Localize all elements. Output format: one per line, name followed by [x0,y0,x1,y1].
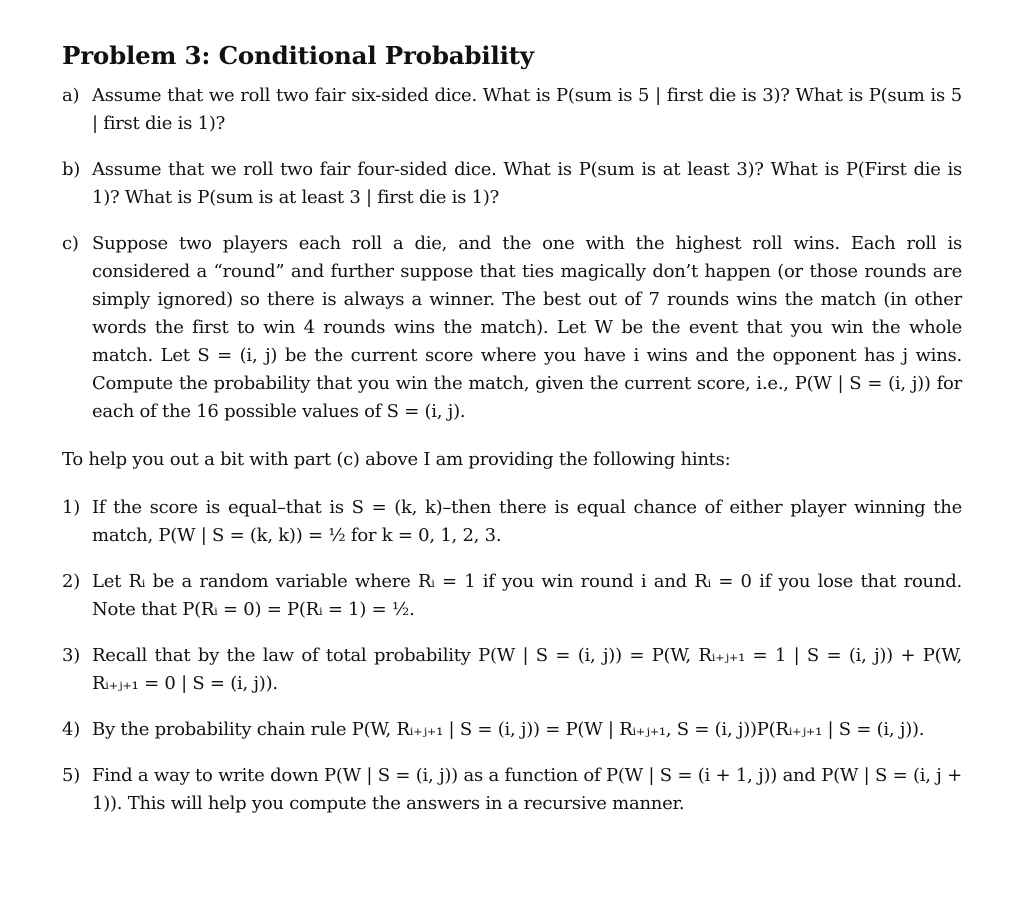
spacer [62,138,962,156]
part-c-text: Suppose two players each roll a die, and the one with the highest roll wins. Each roll is considered a “round” and further suppose that ties magically don’t happen (or those rounds are simply ignored) so there is always a winner. The best out of 7 rounds wins the match (in other words the first to win 4 rounds wins the match). Let W be the event that you win the whole match. Let S = (i, j) be the current score where you have i wins and the opponent has j wins. Compute the probability that you win the match, given the current score, i.e., P(W | S = (i, j)) for each of the 16 possible values of S = (i, j). [92,233,962,422]
hint-3-label: 3) [62,645,80,666]
spacer [62,212,962,230]
spacer [62,550,962,568]
spacer [62,474,962,494]
hint-1-label: 1) [62,497,80,518]
part-c-label: c) [62,233,79,254]
part-a-text: Assume that we roll two fair six-sided dice. What is P(sum is 5 | first die is 3)? What is P(sum is 5 | first die is 1)? [92,85,962,134]
hint-4-label: 4) [62,719,80,740]
hint-2 [62,568,962,624]
part-c [62,230,962,426]
part-b-label: b) [62,159,81,180]
hint-5 [62,762,962,818]
problem-title: Problem 3: Conditional Probability [62,41,534,70]
part-a [62,82,962,138]
hint-4-text: By the probability chain rule P(W, Rᵢ₊ⱼ₊₁ | S = (i, j)) = P(W | Rᵢ₊ⱼ₊₁, S = (i, j))P(Rᵢ₊ⱼ₊₁ | S = (i, j)). [92,719,925,740]
spacer [62,744,962,762]
hint-1 [62,494,962,550]
hint-4 [62,716,962,744]
spacer [62,426,962,446]
hint-5-label: 5) [62,765,80,786]
part-b [62,156,962,212]
hint-2-label: 2) [62,571,80,592]
spacer [62,698,962,716]
hint-3 [62,642,962,698]
hint-1-text: If the score is equal–that is S = (k, k)–then there is equal chance of either player winning the match, P(W | S = (k, k)) = ½ for k = 0, 1, 2, 3. [92,497,962,546]
hints-intro: To help you out a bit with part (c) above I am providing the following hints: [62,449,731,470]
hint-2-text: Let Rᵢ be a random variable where Rᵢ = 1 if you win round i and Rᵢ = 0 if you lose that round. Note that P(Rᵢ = 0) = P(Rᵢ = 1) = ½. [92,571,962,620]
hint-5-text: Find a way to write down P(W | S = (i, j)) as a function of P(W | S = (i + 1, j)) and P(W | S = (i, j + 1)). This will help you compute the answers in a recursive manner. [92,765,962,814]
part-b-text: Assume that we roll two fair four-sided dice. What is P(sum is at least 3)? What is P(First die is 1)? What is P(sum is at least 3 | first die is 1)? [92,159,962,208]
spacer [62,624,962,642]
document-page [62,40,962,818]
part-a-label: a) [62,85,80,106]
hint-3-text: Recall that by the law of total probability P(W | S = (i, j)) = P(W, Rᵢ₊ⱼ₊₁ = 1 | S = (i, j)) + P(W, Rᵢ₊ⱼ₊₁ = 0 | S = (i, j)). [92,645,962,694]
